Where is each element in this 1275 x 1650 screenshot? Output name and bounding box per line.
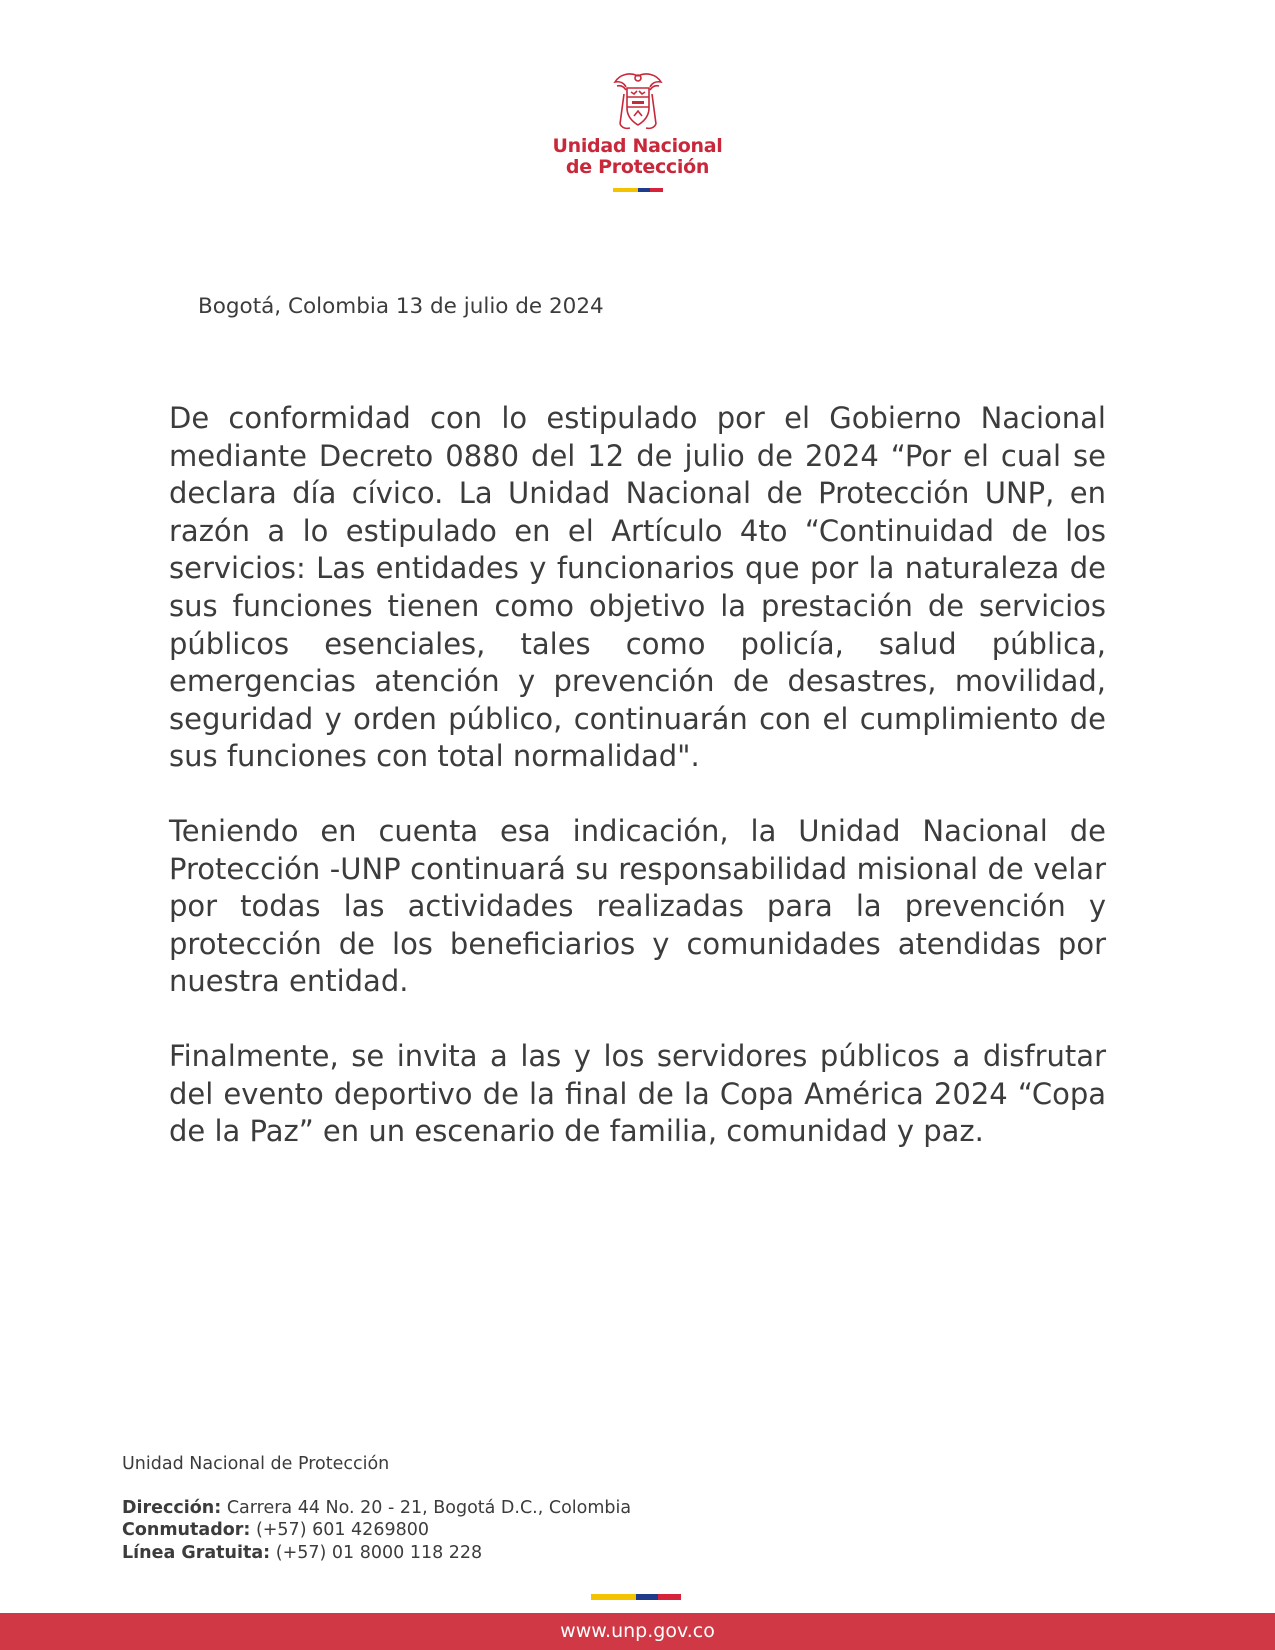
website-link[interactable]: www.unp.gov.co <box>560 1620 715 1642</box>
organization-logo-text <box>0 136 1275 178</box>
footer-band <box>0 1613 1275 1650</box>
tollfree-label: Línea Gratuita: <box>122 1542 271 1563</box>
address-value: Carrera 44 No. 20 - 21, Bogotá D.C., Colombia <box>221 1497 632 1518</box>
letterhead <box>0 70 1275 192</box>
switchboard-value: (+57) 601 4269800 <box>250 1520 429 1540</box>
flag-yellow <box>613 188 638 192</box>
org-name-line2: de Protección <box>565 156 710 178</box>
switchboard-label: Conmutador: <box>122 1520 251 1540</box>
letter-body <box>169 400 1106 1188</box>
flag-stripe <box>613 188 663 192</box>
footer-org-name: Unidad Nacional de Protección <box>122 1454 390 1474</box>
footer-flag-red <box>658 1594 681 1600</box>
letter-date: Bogotá, Colombia 13 de julio de 2024 <box>198 294 604 319</box>
tollfree-value: (+57) 01 8000 118 228 <box>270 1542 483 1563</box>
footer-switchboard <box>122 1519 631 1542</box>
paragraph: Teniendo en cuenta esa indicación, la Unidad Nacional de Protección -UNP continuará su responsabilidad misional de velar por todas las actividades realizadas para la prevención y protección de los beneficiarios y comunidades atendidas por nuestra entidad. <box>169 813 1106 999</box>
footer-tollfree <box>122 1542 631 1565</box>
footer-flag-yellow <box>591 1594 636 1600</box>
colombia-coat-of-arms-icon <box>612 70 664 132</box>
footer-flag-blue <box>636 1594 658 1600</box>
flag-blue <box>638 188 650 192</box>
paragraph: Finalmente, se invita a las y los servidores públicos a disfrutar del evento deportivo de la final de la Copa América 2024 “Copa de la Paz” en un escenario de familia, comunidad y paz. <box>169 1038 1106 1149</box>
paragraph: De conformidad con lo estipulado por el Gobierno Nacional mediante Decreto 0880 del 12 de julio de 2024 “Por el cual se declara día cívico. La Unidad Nacional de Protección UNP, en razón a lo estipulado en el Artículo 4to “Continuidad de los servicios: Las entidades y funcionarios que por la naturaleza de sus funciones tienen como objetivo la prestación de servicios públicos esenciales, tales como policía, salud pública, emergencias atención y prevención de desastres, movilidad, seguridad y orden público, continuarán con el cumplimiento de sus funciones con total normalidad". <box>169 401 1106 774</box>
footer-flag-stripe <box>591 1594 681 1600</box>
flag-red <box>650 188 663 192</box>
address-label: Dirección: <box>122 1497 222 1518</box>
footer-contact-info <box>122 1453 631 1564</box>
org-name-line1: Unidad Nacional <box>552 135 723 157</box>
footer-address <box>122 1497 631 1520</box>
